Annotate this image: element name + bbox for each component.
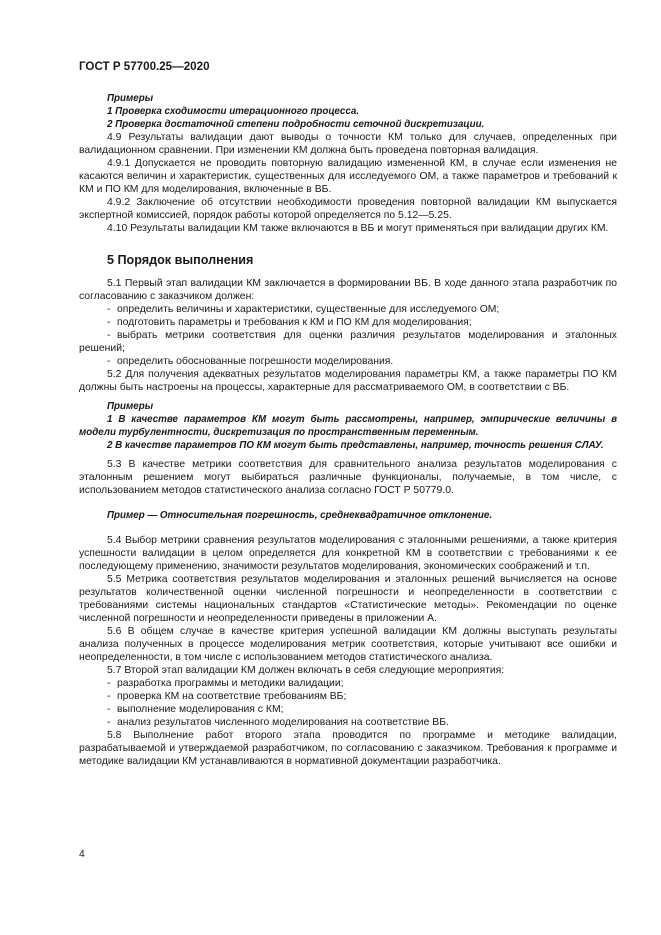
list-item: - анализ результатов численного моделирования на соответствие ВБ. bbox=[79, 716, 617, 729]
paragraph-4-9-2: 4.9.2 Заключение об отсутствии необходимости проведения повторной валидации КМ выпускается экспертной комиссией, порядок работы которой определяется по 5.12—5.25. bbox=[79, 197, 617, 221]
paragraph-4-10: 4.10 Результаты валидации КМ также включаются в ВБ и могут применяться при валидации других КМ. bbox=[107, 223, 609, 234]
list-item: - подготовить параметры и требования к КМ и ПО КМ для моделирования; bbox=[79, 316, 617, 329]
examples-title: Примеры bbox=[107, 401, 154, 412]
list-item: - выполнение моделирования с КМ; bbox=[79, 703, 617, 716]
example-item: 2 В качестве параметров ПО КМ могут быть представлены, например, точность решения СЛАУ. bbox=[107, 440, 604, 451]
paragraph-5-4: 5.4 Выбор метрики сравнения результатов моделирования с эталонными решениями, а также критерия успешности валидации в целом определяется для конкретной КМ в соответствии с требованиями к ее последующему применению, значимости результатов моделирования, экономических соображений и т.п. bbox=[79, 535, 617, 572]
paragraph-5-1: 5.1 Первый этап валидации КМ заключается в формировании ВБ. В ходе данного этапа разработчик по согласованию с заказчиком должен: bbox=[79, 278, 617, 302]
paragraph-4-9: 4.9 Результаты валидации дают выводы о точности КМ только для случаев, определенных при валидационном сравнении. При изменении КМ должна быть проведена повторная валидация. bbox=[79, 132, 617, 156]
list-item: - определить величины и характеристики, существенные для исследуемого ОМ; bbox=[79, 303, 617, 316]
example-item: 1 Проверка сходимости итерационного процесса. bbox=[107, 106, 359, 117]
paragraph-5-2: 5.2 Для получения адекватных результатов моделирования параметры КМ, а также параметры ПО КМ должны быть настроены на процессы, характерные для рассматриваемого ОМ, в соответствии с ВБ. bbox=[79, 369, 617, 393]
paragraph-5-6: 5.6 В общем случае в качестве критерия успешной валидации КМ должны выступать результаты анализа полученных в процессе моделирования метрик соответствия, которые учитывают все ошибки и неопределенности, в том числе с использованием методов статистического анализа. bbox=[79, 626, 617, 663]
list-item: - определить обоснованные погрешности моделирования. bbox=[79, 355, 617, 368]
list-item: - разработка программы и методики валидации; bbox=[79, 677, 617, 690]
paragraph-5-8: 5.8 Выполнение работ второго этапа проводится по программе и методике валидации, разрабатываемой и утверждаемой разработчиком, по согласованию с заказчиком. Требования к программе и методике валидации КМ устанавливаются в нормативной документации разработчика. bbox=[79, 730, 617, 767]
paragraph-5-5: 5.5 Метрика соответствия результатов моделирования и эталонных решений вычисляется на основе результатов количественной оценки численной погрешности и неопределенности в соответствии с требованиями системы национальных стандартов «Статистические методы». Рекомендации по оценке численной погрешности и неопределенности приведены в приложении А. bbox=[79, 574, 617, 624]
examples-title: Примеры bbox=[107, 93, 154, 104]
list-item: - проверка КМ на соответствие требованиям ВБ; bbox=[79, 690, 617, 703]
paragraph-4-9-1: 4.9.1 Допускается не проводить повторную валидацию измененной КМ, в случае если изменения не касаются величин и характеристик, существенных для исследуемого ОМ, а также параметров и требований к КМ и ПО КМ для моделирования, включенные в ВБ. bbox=[79, 158, 617, 195]
example-note: Пример — Относительная погрешность, среднеквадратичное отклонение. bbox=[107, 510, 493, 521]
paragraph-5-7: 5.7 Второй этап валидации КМ должен включать в себя следующие мероприятия: bbox=[107, 665, 505, 676]
paragraph-5-3: 5.3 В качестве метрики соответствия для сравнительного анализа результатов моделирования с эталонным решением могут выбираться различные функционалы, получаемые, в том числе, с использованием методов статистического анализа согласно ГОСТ Р 50779.0. bbox=[79, 459, 617, 496]
section-title: 5 Порядок выполнения bbox=[107, 253, 254, 267]
example-item: 2 Проверка достаточной степени подробности сеточной дискретизации. bbox=[107, 119, 485, 130]
example-item: 1 В качестве параметров КМ могут быть рассмотрены, например, эмпирические величины в модели турбулентности, дискретизация по пространственным переменным. bbox=[79, 414, 617, 438]
page-number: 4 bbox=[79, 849, 85, 860]
document-header: ГОСТ Р 57700.25—2020 bbox=[79, 60, 210, 73]
list-item: - выбрать метрики соответствия для оценки различия результатов моделирования и эталонных решений; bbox=[79, 329, 617, 355]
